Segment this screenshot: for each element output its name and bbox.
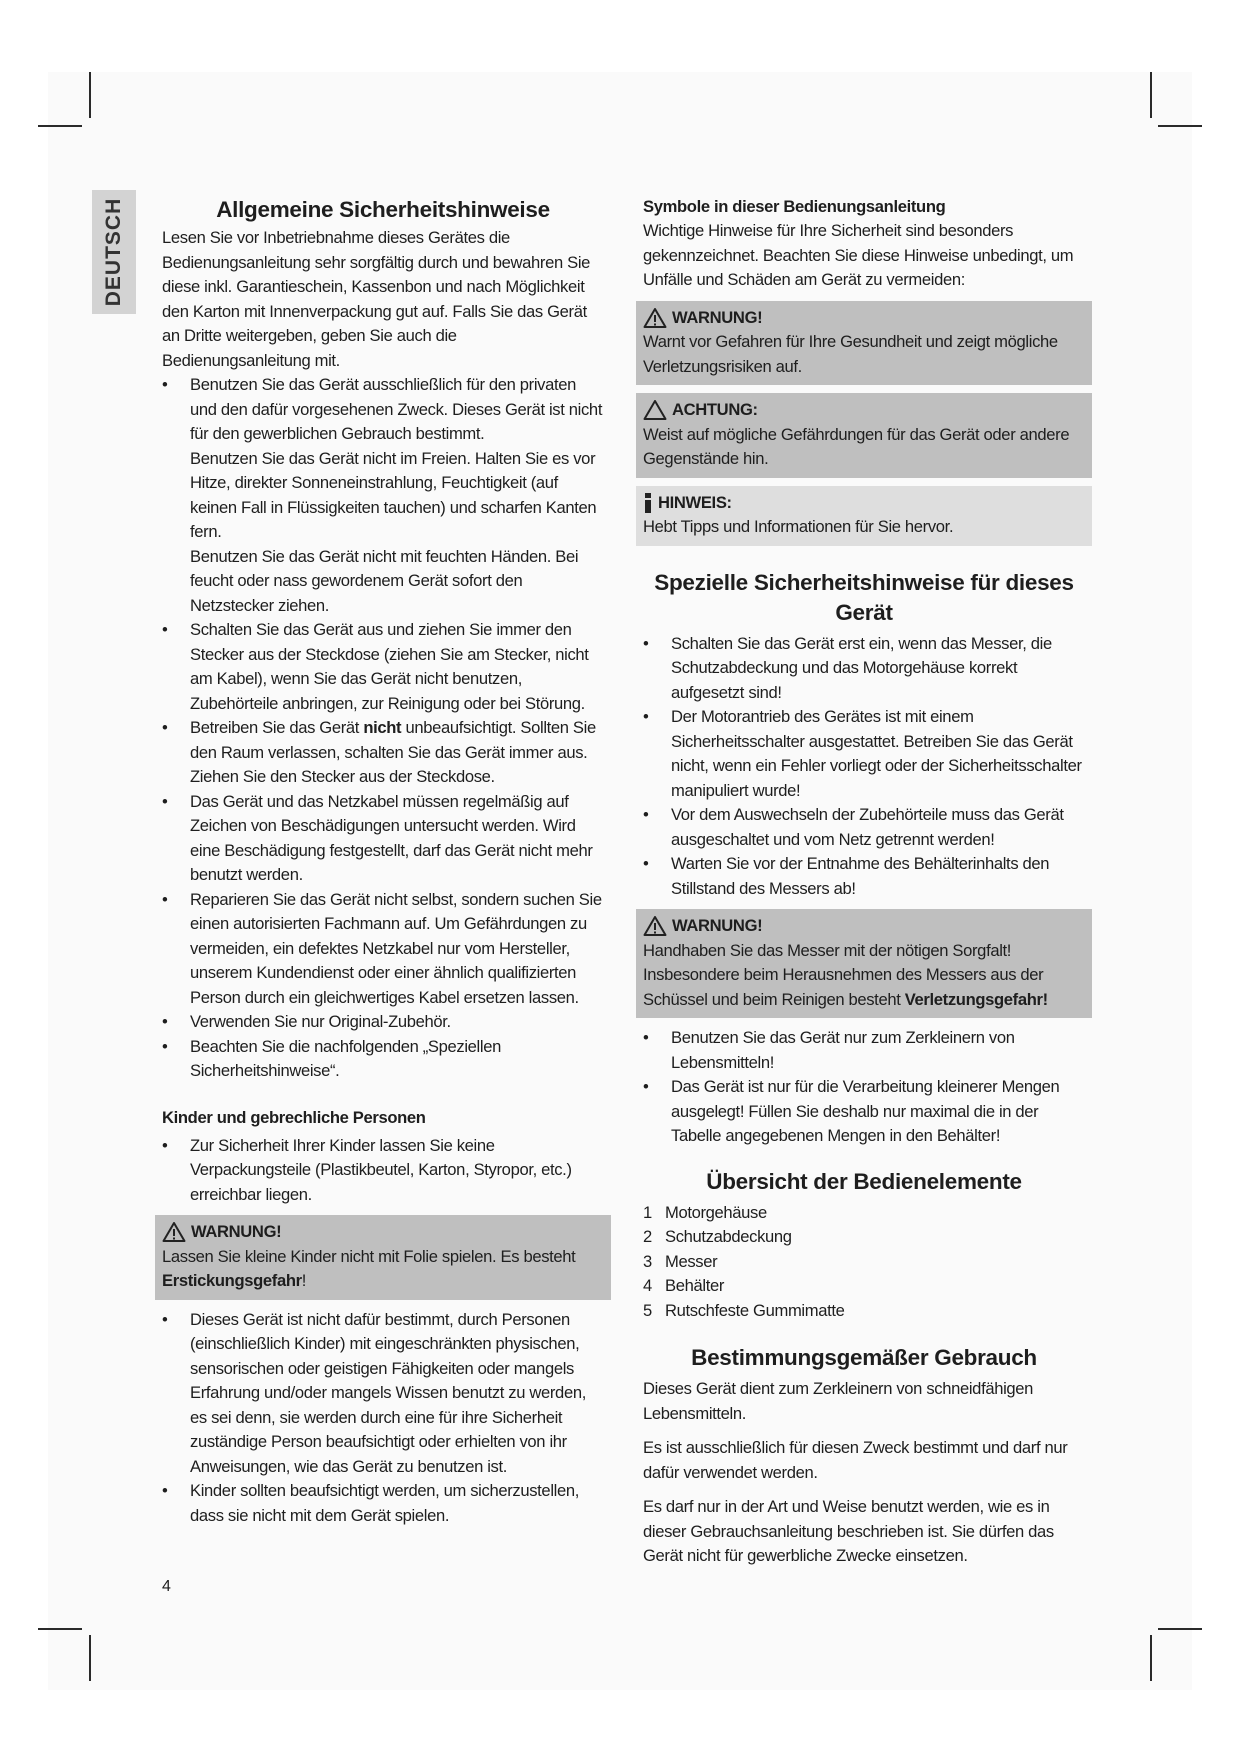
list-item bbox=[643, 1225, 1085, 1250]
caution-text: Weist auf mögliche Gefährdungen für das Gerät oder andere Gegenstände hin. bbox=[643, 424, 1070, 468]
warning-end: ! bbox=[301, 1271, 307, 1290]
warning-triangle-icon bbox=[162, 1221, 186, 1243]
list-item: • Schalten Sie das Gerät aus und ziehen Sie immer den Stecker aus der Steckdose (ziehen Sie am Stecker, nicht am Kabel), wenn Sie das Gerät nicht benutzen, Zubehörteile anbringen, zur Reinigung oder bei Störung. bbox=[162, 618, 604, 716]
page-number: 4 bbox=[162, 1578, 171, 1595]
list-item: • Zur Sicherheit Ihrer Kinder lassen Sie keine Verpackungsteile (Plastikbeutel, Karton, Styropor, etc.) erreichbar liegen. bbox=[162, 1134, 604, 1208]
warning-box bbox=[636, 909, 1092, 1018]
crop-mark bbox=[1158, 125, 1202, 127]
overview-title: Übersicht der Bedienelemente bbox=[706, 1168, 1022, 1194]
list-item: • Das Gerät und das Netzkabel müssen regelmäßig auf Zeichen von Beschädigungen untersucht werden. Wird eine Beschädigung festgestellt, darf das Gerät nicht mehr benutzt werden. bbox=[162, 790, 604, 888]
warning-text bbox=[162, 1245, 604, 1294]
symbols-intro: Wichtige Hinweise für Ihre Sicherheit sind besonders gekennzeichnet. Beachten Sie diese Hinweise unbedingt, um Unfälle und Schäden am Gerät zu vermeiden: bbox=[643, 221, 1074, 289]
language-tab bbox=[92, 190, 136, 314]
usage-paragraph: Dieses Gerät dient zum Zerkleinern von schneidfähigen Lebensmitteln. bbox=[643, 1379, 1034, 1423]
special-safety-list-continued bbox=[643, 1026, 1085, 1149]
list-item bbox=[643, 1250, 1085, 1275]
list-item: • Vor dem Auswechseln der Zubehörteile muss das Gerät ausgeschaltet und vom Netz getrennt werden! bbox=[643, 803, 1085, 852]
warning-text bbox=[643, 939, 1085, 1013]
caution-triangle-icon bbox=[643, 399, 667, 421]
list-item bbox=[643, 1274, 1085, 1299]
list-item: • Reparieren Sie das Gerät nicht selbst, sondern suchen Sie einen autorisierten Fachmann auf. Um Gefährdungen zu vermeiden, ein defektes Netzkabel nur vom Hersteller, unserem Kundendienst oder einer ähnlich qualifizierten Person durch ein gleichwertiges Kabel ersetzen lassen. bbox=[162, 888, 604, 1011]
bullet-text: Benutzen Sie das Gerät ausschließlich für den privaten und den dafür vorgesehenen Zweck. Dieses Gerät ist nicht für den gewerblichen Gebrauch bestimmt. bbox=[190, 375, 603, 443]
warning-header bbox=[643, 914, 1085, 939]
kids-list bbox=[162, 1134, 604, 1208]
warning-emphasis: Verletzungsgefahr! bbox=[904, 989, 1048, 1009]
warning-text: Warnt vor Gefahren für Ihre Gesundheit und zeigt mögliche Verletzungsrisiken auf. bbox=[643, 332, 1058, 376]
warning-body: Lassen Sie kleine Kinder nicht mit Folie spielen. Es besteht bbox=[162, 1246, 576, 1266]
item-label: Motorgehäuse bbox=[665, 1202, 767, 1222]
item-number: 3 bbox=[643, 1251, 652, 1271]
crop-mark bbox=[38, 125, 82, 127]
list-item: • Beachten Sie die nachfolgenden „Speziellen Sicherheitshinweise“. bbox=[162, 1035, 604, 1084]
kids-heading: Kinder und gebrechliche Personen bbox=[162, 1107, 426, 1127]
language-label: DEUTSCH bbox=[102, 197, 125, 307]
list-item bbox=[643, 1201, 1085, 1226]
note-legend-box bbox=[636, 486, 1092, 546]
note-header bbox=[643, 491, 1085, 516]
usage-title: Bestimmungsgemäßer Gebrauch bbox=[691, 1345, 1037, 1370]
list-item bbox=[162, 373, 604, 618]
list-item bbox=[643, 1299, 1085, 1324]
symbols-heading: Symbole in dieser Bedienungsanleitung bbox=[643, 197, 946, 216]
general-safety-title: Allgemeine Sicherheitshinweise bbox=[216, 197, 550, 222]
item-number: 1 bbox=[643, 1202, 652, 1222]
overview-list bbox=[643, 1201, 1085, 1324]
crop-mark bbox=[1150, 72, 1152, 118]
usage-paragraph: Es ist ausschließlich für diesen Zweck bestimmt und darf nur dafür verwendet werden. bbox=[643, 1438, 1068, 1482]
crop-mark bbox=[1158, 1628, 1202, 1630]
list-item: • Das Gerät ist nur für die Verarbeitung kleinerer Mengen ausgelegt! Füllen Sie deshalb nur maximal die in der Tabelle angegebenen Mengen in den Behälter! bbox=[643, 1075, 1085, 1149]
warning-box bbox=[155, 1215, 611, 1300]
crop-mark bbox=[1150, 1635, 1152, 1681]
warning-triangle-icon bbox=[643, 307, 667, 329]
info-icon bbox=[643, 493, 653, 513]
crop-mark bbox=[89, 1635, 91, 1681]
warning-title: WARNUNG! bbox=[191, 1222, 282, 1241]
right-column bbox=[643, 195, 1085, 1569]
warning-header bbox=[643, 306, 1085, 331]
special-safety-list bbox=[643, 632, 1085, 902]
caution-header bbox=[643, 398, 1085, 423]
general-safety-list bbox=[162, 373, 604, 1084]
list-item: • Verwenden Sie nur Original-Zubehör. bbox=[162, 1010, 604, 1035]
special-safety-title: Spezielle Sicherheitshinweise für dieses Gerät bbox=[654, 569, 1074, 625]
list-item: • Dieses Gerät ist nicht dafür bestimmt, durch Personen (einschließlich Kinder) mit eingeschränkten physischen, sensorischen oder geistigen Fähigkeiten oder mangels Erfahrung und/oder mangels Wissen benutzt zu werden, es sei denn, sie werden durch eine für ihre Sicherheit zuständige Person beaufsichtigt oder erhielten von ihr Anweisungen, wie das Gerät zu benutzen ist. bbox=[162, 1308, 604, 1480]
item-label: Behälter bbox=[665, 1276, 725, 1295]
item-number: 4 bbox=[643, 1276, 652, 1295]
kids-list-continued bbox=[162, 1308, 604, 1529]
bullet-text: Benutzen Sie das Gerät nicht mit feuchten Händen. Bei feucht oder nass gewordenem Gerät sofort den Netzstecker ziehen. bbox=[190, 546, 579, 615]
list-item: • Der Motorantrieb des Gerätes ist mit einem Sicherheitsschalter ausgestattet. Betreiben Sie das Gerät nicht, wenn ein Fehler vorliegt oder der Sicherheitsschalter manipuliert wurde! bbox=[643, 705, 1085, 803]
bullet-emphasis: nicht bbox=[363, 718, 402, 737]
warning-title: WARNUNG! bbox=[672, 307, 763, 327]
warning-header bbox=[162, 1220, 604, 1245]
caution-title: ACHTUNG: bbox=[672, 400, 758, 419]
item-label: Rutschfeste Gummimatte bbox=[665, 1300, 845, 1320]
bullet-text: Benutzen Sie das Gerät nicht im Freien. Halten Sie es vor Hitze, direkter Sonneneinstrahlung, Feuchtigkeit (auf keinen Fall in Flüssigkeiten tauchen) und scharfen Kanten fern. bbox=[190, 448, 597, 541]
list-item: • Schalten Sie das Gerät erst ein, wenn das Messer, die Schutzabdeckung und das Motorgehäuse korrekt aufgesetzt sind! bbox=[643, 632, 1085, 706]
caution-legend-box bbox=[636, 393, 1092, 478]
list-item bbox=[162, 716, 604, 790]
left-column bbox=[162, 195, 604, 1528]
item-number: 2 bbox=[643, 1227, 652, 1246]
warning-triangle-icon bbox=[643, 915, 667, 937]
list-item: • Benutzen Sie das Gerät nur zum Zerkleinern von Lebensmitteln! bbox=[643, 1026, 1085, 1075]
warning-legend-box bbox=[636, 301, 1092, 386]
item-label: Schutzabdeckung bbox=[665, 1227, 792, 1246]
intro-text: Lesen Sie vor Inbetriebnahme dieses Gerätes die Bedienungsanleitung sehr sorgfältig durch und bewahren Sie diese inkl. Garantieschein, Kassenbon und nach Möglichkeit den Karton mit Innenverpackung gut auf. Falls Sie das Gerät an Dritte weitergeben, geben Sie auch die Bedienungsanleitung mit. bbox=[162, 228, 591, 370]
item-number: 5 bbox=[643, 1300, 652, 1320]
item-label: Messer bbox=[665, 1251, 718, 1271]
note-title: HINWEIS: bbox=[658, 492, 732, 512]
list-item: • Warten Sie vor der Entnahme des Behälterinhalts den Stillstand des Messers ab! bbox=[643, 852, 1085, 901]
crop-mark bbox=[89, 72, 91, 118]
usage-paragraph: Es darf nur in der Art und Weise benutzt werden, wie es in dieser Gebrauchsanleitung beschrieben ist. Sie dürfen das Gerät nicht für gewerbliche Zwecke einsetzen. bbox=[643, 1497, 1054, 1565]
bullet-text: unbeaufsichtigt. Sollten Sie den Raum verlassen, schalten Sie das Gerät immer aus. Ziehen Sie den Stecker aus der Steckdose. bbox=[190, 718, 596, 786]
crop-mark bbox=[38, 1628, 82, 1630]
warning-title: WARNUNG! bbox=[672, 916, 763, 935]
warning-emphasis: Erstickungsgefahr bbox=[162, 1271, 302, 1290]
warning-body: Handhaben Sie das Messer mit der nötigen Sorgfalt! Insbesondere beim Herausnehmen des Messers aus der Schüssel und beim Reinigen besteht bbox=[643, 940, 1044, 1009]
list-item: • Kinder sollten beaufsichtigt werden, um sicherzustellen, dass sie nicht mit dem Gerät spielen. bbox=[162, 1479, 604, 1528]
note-text: Hebt Tipps und Informationen für Sie hervor. bbox=[643, 517, 954, 536]
bullet-text: Betreiben Sie das Gerät bbox=[190, 718, 360, 737]
